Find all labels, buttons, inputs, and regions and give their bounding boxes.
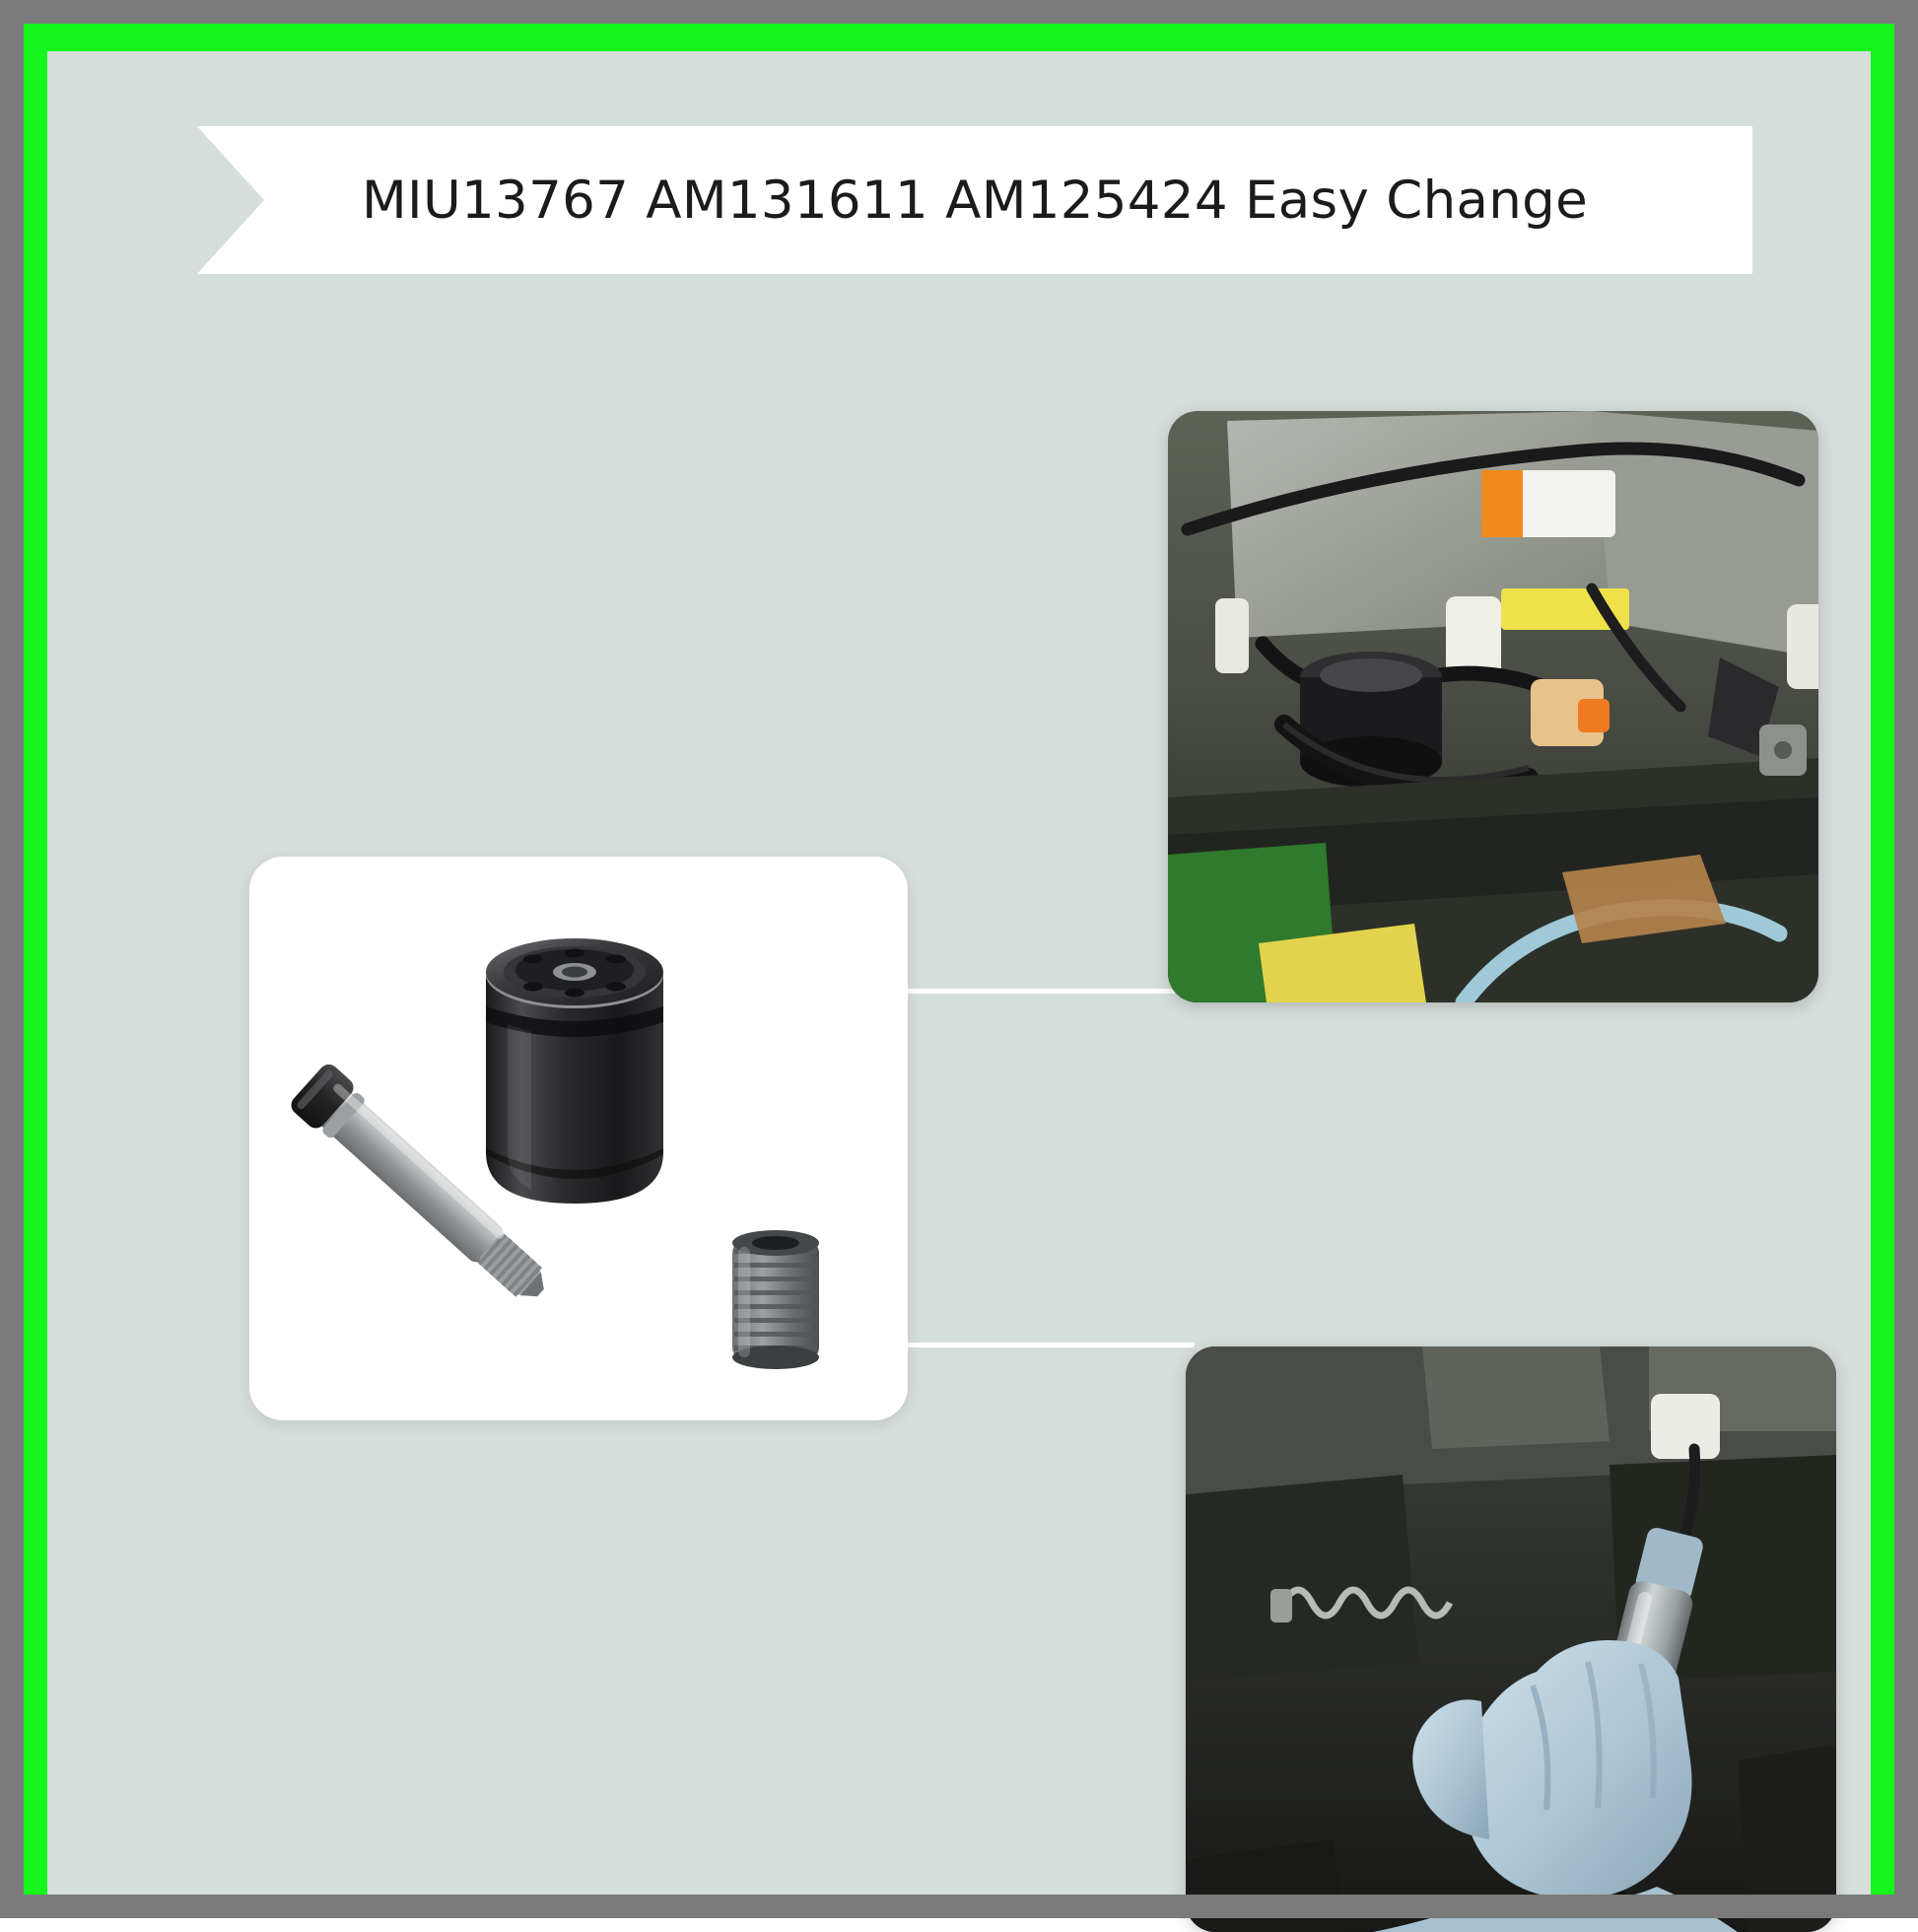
product-illustration bbox=[249, 857, 908, 1420]
installation-photo-engine-bay bbox=[1168, 411, 1818, 1002]
banner-title: MIU13767 AM131611 AM125424 Easy Change bbox=[361, 170, 1588, 231]
connector-line-top bbox=[905, 989, 1177, 994]
product-card bbox=[249, 857, 908, 1420]
connector-line-bottom bbox=[905, 1343, 1195, 1347]
installation-photo-gloved-hand bbox=[1186, 1346, 1836, 1932]
engine-bay-photo-graphic bbox=[1168, 411, 1818, 1002]
bottom-edge bbox=[0, 1895, 1918, 1918]
oil-filter-graphic bbox=[486, 938, 663, 1204]
gloved-hand-photo-graphic bbox=[1186, 1346, 1836, 1932]
short-nipple-graphic bbox=[732, 1230, 819, 1369]
banner bbox=[197, 126, 1752, 274]
